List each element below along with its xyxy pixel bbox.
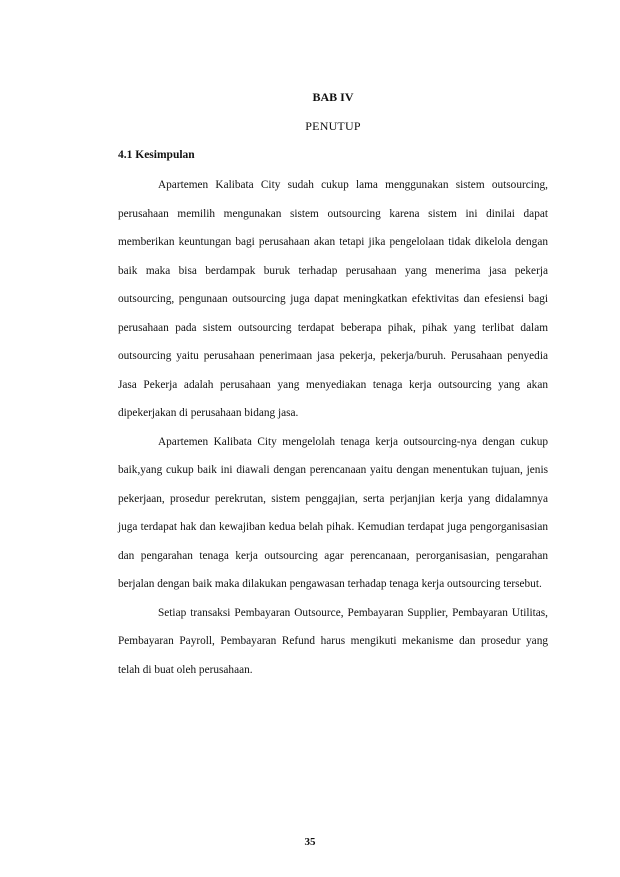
paragraph-2: Apartemen Kalibata City mengelolah tenaga kerja outsourcing-nya dengan cukup baik,yang cukup baik ini diawali dengan perencanaan yaitu dengan menentukan tujuan, jenis pekerjaan, prosedur perekrutan, sistem penggajian, serta perjanjian kerja yang didalamnya juga terdapat hak dan kewajiban kedua belah pihak. Kemudian terdapat juga pengorganisasian dan pengarahan tenaga kerja outsourcing agar perencanaan, perorganisasian, pengarahan berjalan dengan baik maka dilakukan pengawasan terhadap tenaga kerja outsourcing tersebut.: [118, 435, 548, 590]
chapter-title: PENUTUP: [305, 119, 361, 133]
paragraph-3: Setiap transaksi Pembayaran Outsource, Pembayaran Supplier, Pembayaran Utilitas, Pembayaran Payroll, Pembayaran Refund harus mengikuti mekanisme dan prosedur yang telah di buat oleh perusahaan.: [118, 606, 548, 676]
section-heading: 4.1 Kesimpulan: [118, 149, 195, 161]
body-text: [118, 171, 548, 684]
chapter-number: BAB IV: [312, 90, 354, 104]
paragraph-1: Apartemen Kalibata City sudah cukup lama menggunakan sistem outsourcing, perusahaan memilih mengunakan sistem outsourcing karena sistem ini dinilai dapat memberikan keuntungan bagi perusahaan akan tetapi jika pengelolaan tidak dikelola dengan baik maka bisa berdampak buruk terhadap perusahaan yang menerima jasa pekerja outsourcing, pengunaan outsourcing juga dapat meningkatkan efektivitas dan efesiensi bagi perusahaan pada sistem outsourcing terdapat beberapa pihak, pihak yang terlibat dalam outsourcing yaitu perusahaan penerimaan jasa pekerja, pekerja/buruh. Perusahaan penyedia Jasa Pekerja adalah perusahaan yang menyediakan tenaga kerja outsourcing yang akan dipekerjakan di perusahaan bidang jasa.: [118, 179, 548, 419]
page-number: 35: [304, 836, 316, 848]
